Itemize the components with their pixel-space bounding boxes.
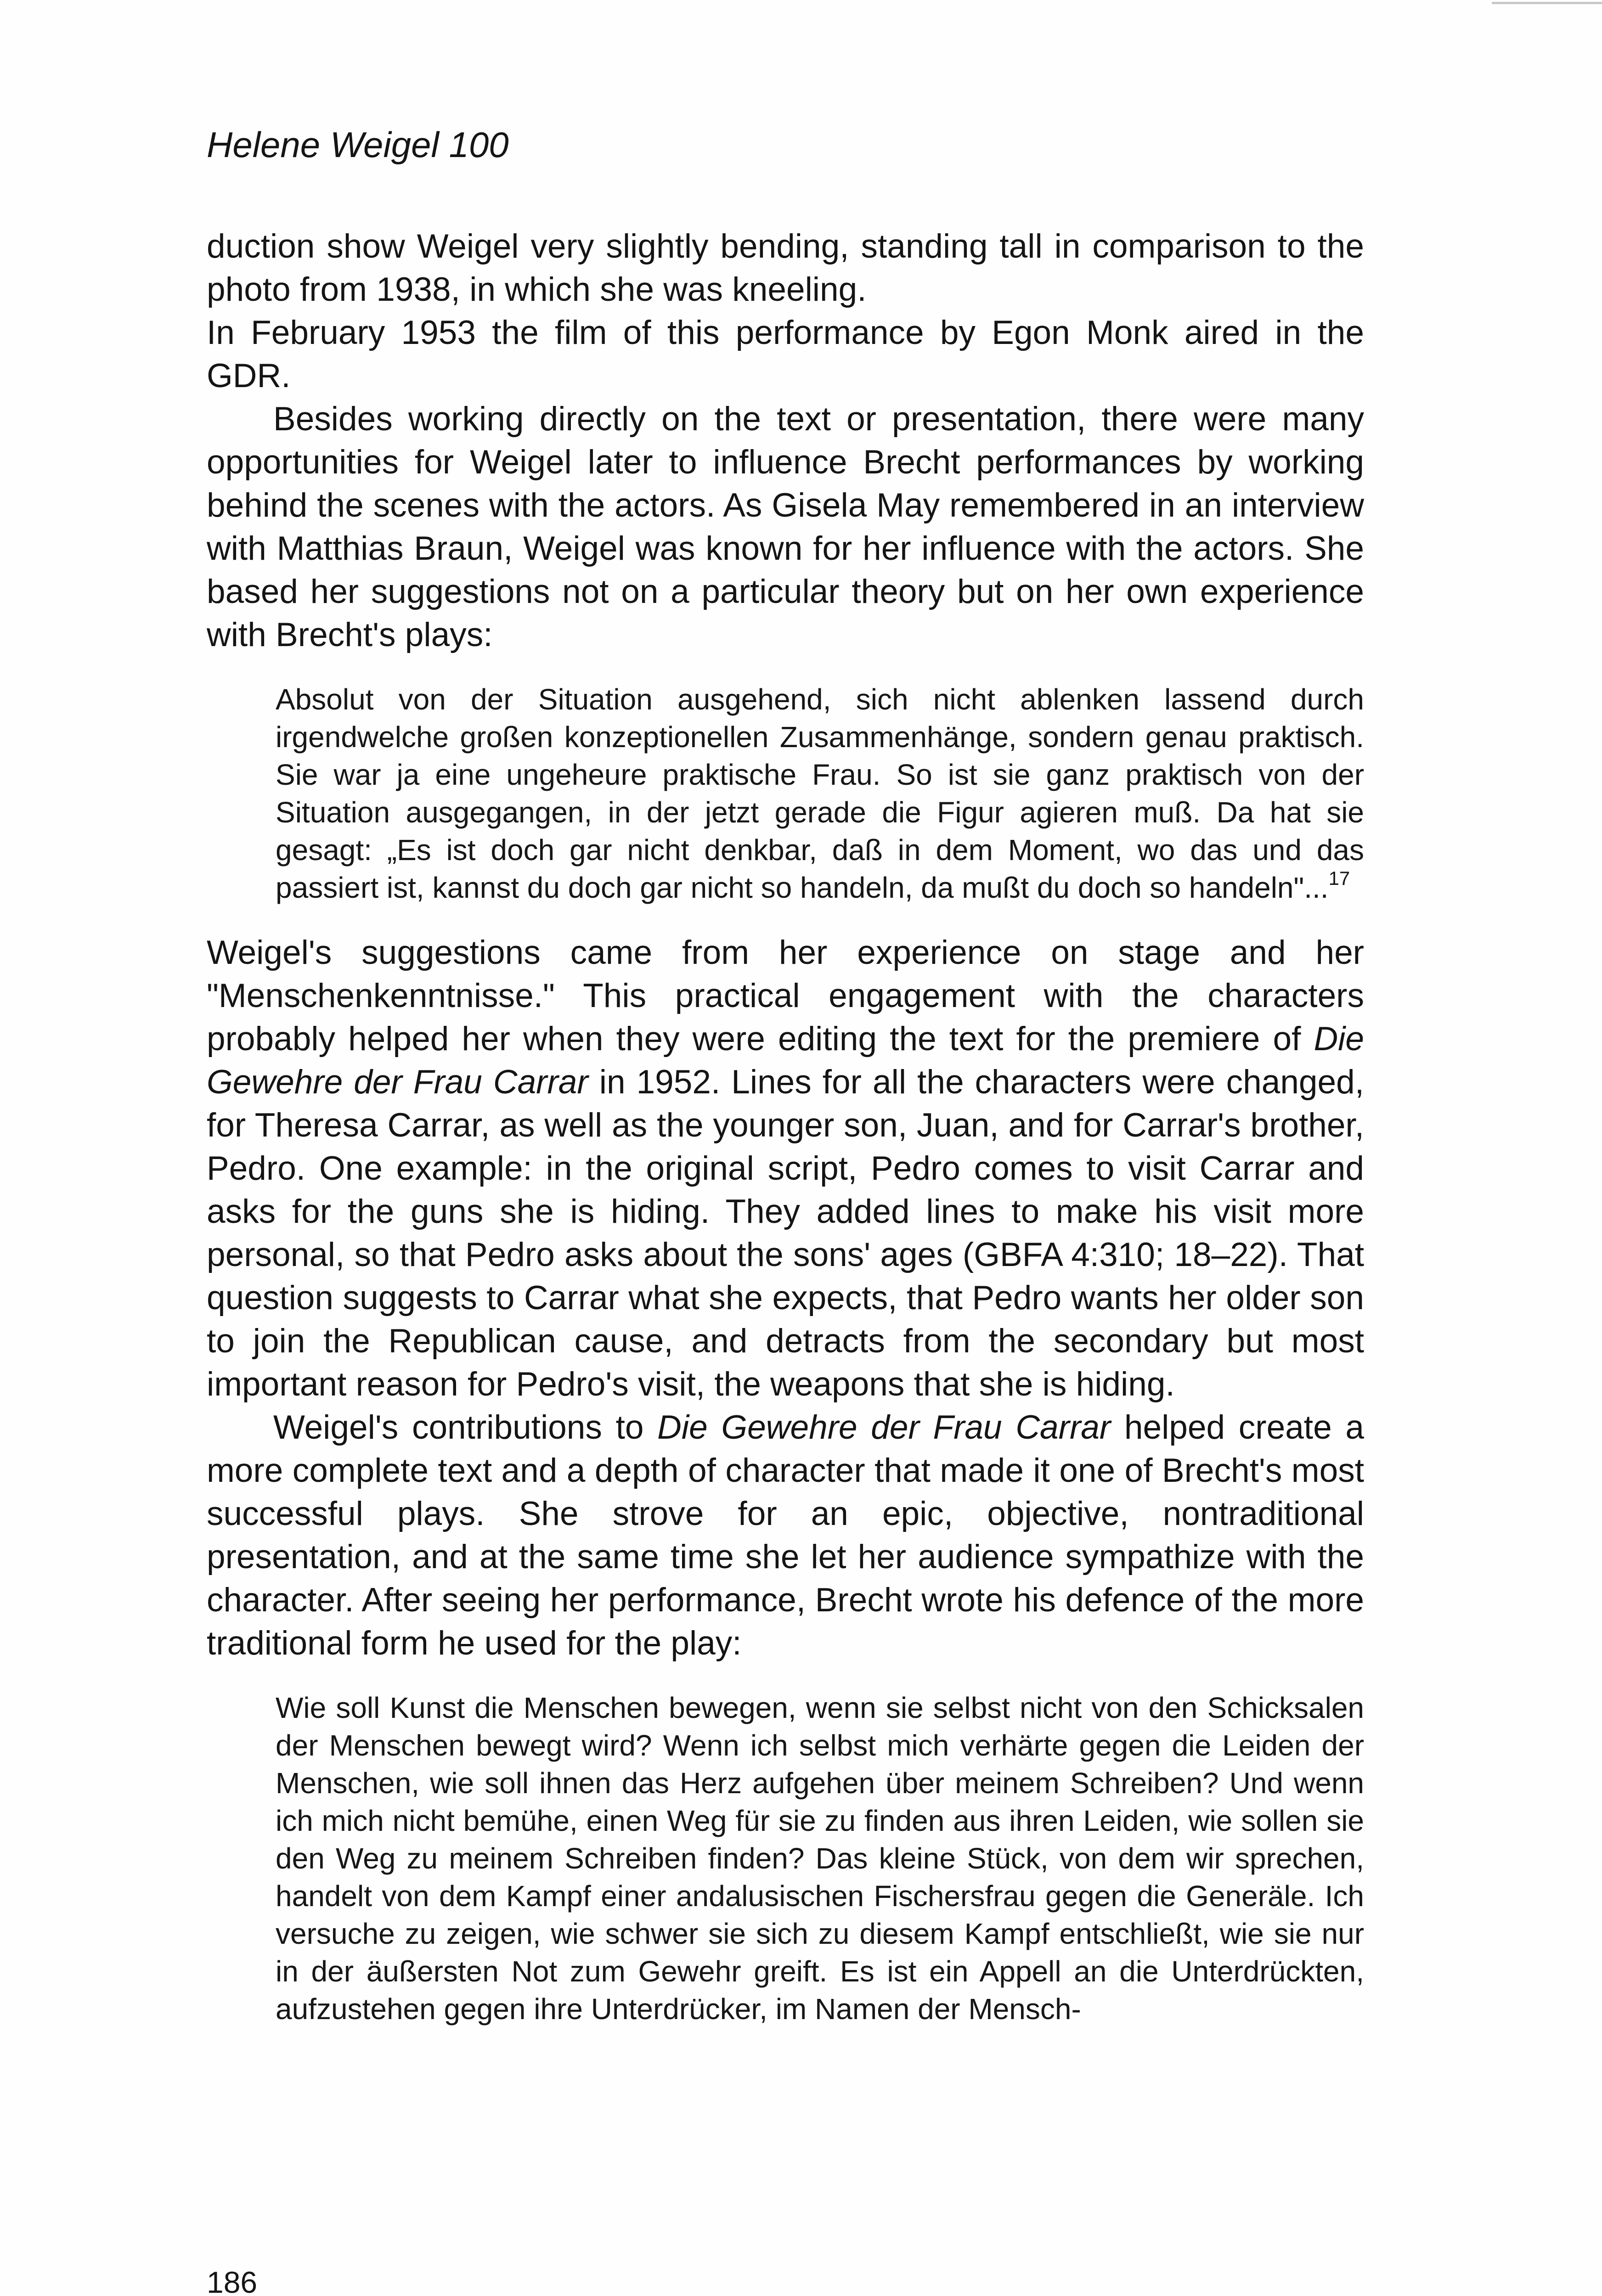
scan-edge-rule [1492,2,1602,4]
paragraph-contributions-text-b: helped create a more complete text and a depth of character that made it one of Brecht's most successful plays. She strove for an epic, objective, nontraditional presentation, and at the same time she let her audience sympathize with the character. After seeing her performance, Brecht wrote his defence of the more traditional form he used for the play: [207,1409,1364,1662]
block-quote-may [207,681,1364,906]
body-text [207,225,1364,2028]
paragraph-continued: duction show Weigel very slightly bending, standing tall in comparison to the photo from 1938, in which she was kneeling. [207,228,1364,308]
paragraph-suggestions-text-a: Weigel's suggestions came from her experience on stage and her "Menschenkenntnisse." This practical engagement with the characters probably helped her when they were editing the text for the premiere of [207,934,1364,1058]
paragraph-suggestions-text-b: in 1952. Lines for all the characters were changed, for Theresa Carrar, as well as the younger son, Juan, and for Carrar's brother, Pedro. One example: in the original script, Pedro comes to visit Carrar and asks for the guns she is hiding. They added lines to make his visit more personal, so that Pedro asks about the sons' ages (GBFA 4:310; 18–22). That question suggests to Carrar what she expects, that Pedro wants her older son to join the Republican cause, and detracts from the secondary but most important reason for Pedro's visit, the weapons that she is hiding. [207,1064,1364,1403]
block-quote-brecht: Wie soll Kunst die Menschen bewegen, wenn sie selbst nicht von den Schicksalen der Menschen bewegt wird? Wenn ich selbst mich verhärte gegen die Leiden der Menschen, wie soll ihnen das Herz aufgehen über meinem Schreiben? Und wenn ich mich nicht bemühe, einen Weg für sie zu finden aus ihren Leiden, wie sollen sie den Weg zu meinem Schreiben finden? Das kleine Stück, von dem wir sprechen, handelt von dem Kampf einer andalusischen Fischersfrau gegen die Generäle. Ich versuche zu zeigen, wie schwer sie sich zu diesem Kampf entschließt, wie sie nur in der äußersten Not zum Gewehr greift. Es ist ein Appell an die Unterdrückten, aufzustehen gegen ihre Unterdrücker, im Namen der Mensch- [276,1691,1364,2026]
footnote-marker: 17 [1328,867,1350,889]
paragraph-contributions [207,1406,1364,1665]
page-number: 186 [207,2265,258,2296]
play-title: Die Gewehre der Frau Carrar [657,1409,1111,1446]
running-header: Helene Weigel 100 [207,124,509,165]
block-quote-may-text: Absolut von der Situation ausgehend, sich nicht ablenken lassend durch irgendwelche großen konzeptionellen Zusammenhänge, sondern genau praktisch. Sie war ja eine ungeheure praktische Frau. So ist sie ganz praktisch von der Situation ausgegangen, in der jetzt gerade die Figur agieren muß. Da hat sie gesagt: „Es ist doch gar nicht denkbar, daß in dem Moment, wo das und das passiert ist, kannst du doch gar nicht so handeln, da mußt du doch so handeln"... [276,683,1364,904]
paragraph-film: In February 1953 the film of this performance by Egon Monk aired in the GDR. [207,314,1364,394]
paragraph-suggestions [207,931,1364,1406]
paragraph-influence: Besides working directly on the text or presentation, there were many opportunities for Weigel later to influence Brecht performances by working behind the scenes with the actors. As Gisela May remembered in an interview with Matthias Braun, Weigel was known for her influence with the actors. She based her suggestions not on a particular theory but on her own experience with Brecht's plays: [207,400,1364,653]
paragraph-contributions-text-a: Weigel's contributions to [273,1409,658,1446]
play-title: Die Gewehre der Frau Carrar [207,1020,1364,1101]
